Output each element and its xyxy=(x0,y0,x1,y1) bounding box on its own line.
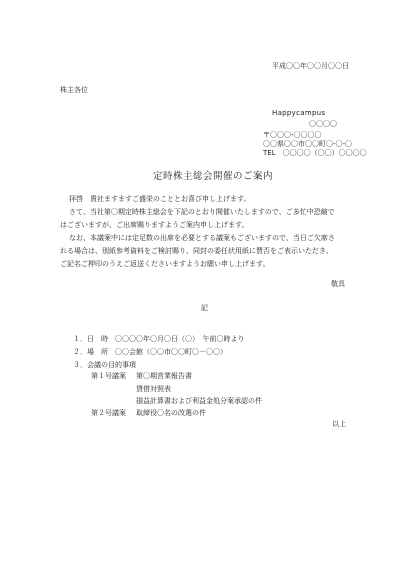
body-line-5: れる場合は、別紙参考資料をご検討賜り、同封の委任状用紙に賛否をご表示いただき、 xyxy=(60,247,333,255)
item-date: １．日 時 〇〇〇〇年〇月〇日（〇） 午前〇時より xyxy=(73,335,245,343)
sender-tel: TEL 〇〇〇〇（〇〇）〇〇〇〇 xyxy=(263,149,367,157)
agenda-1-line-2: 貸借対照表 xyxy=(136,385,171,393)
company-name: Happycampus xyxy=(272,109,326,117)
closing-keigu: 敬具 xyxy=(331,280,345,288)
addressee: 株主各位 xyxy=(60,86,88,94)
item-place: ２．場 所 〇〇会館（〇〇市〇〇町〇－〇〇） xyxy=(73,348,227,356)
sender-postal: 〒〇〇〇-〇〇〇〇 xyxy=(263,131,322,139)
representative: 〇〇〇〇 xyxy=(309,120,337,128)
item-purpose: ３．会議の目的事項 xyxy=(73,361,136,369)
end-ijou: 以上 xyxy=(332,420,346,428)
body-line-6: ご記名ご押印のうえご返送くださいますようお願い申し上げます。 xyxy=(60,260,270,268)
ki-heading: 記 xyxy=(201,304,208,312)
document-title: 定時株主総会開催のご案内 xyxy=(153,171,274,182)
agenda-1-line-3: 損益計算書および利益金処分案承認の件 xyxy=(136,397,262,405)
document-date: 平成〇〇年〇〇月〇〇日 xyxy=(272,62,349,70)
agenda-1-label: 第１号議案 xyxy=(91,372,126,380)
agenda-2-line: 取締役〇名の改選の件 xyxy=(136,409,206,417)
body-line-1: 拝啓 貴社ますますご盛栄のこととお喜び申し上げます。 xyxy=(69,195,251,203)
body-line-3: はございますが、ご出席賜りますようご案内申し上げます。 xyxy=(60,221,249,229)
body-line-2: さて、当社第〇期定時株主総会を下記のとおり開催いたしますので、ご多忙中恐縮で xyxy=(69,208,335,216)
sender-address: 〇〇県〇〇市〇〇町〇-〇-〇 xyxy=(263,140,353,148)
body-line-4: なお、本議案中には定足数の出席を必要とする議案もございますので、当日ご欠席さ xyxy=(69,234,335,242)
agenda-2-label: 第２号議案 xyxy=(91,409,126,417)
agenda-1-line-1: 第〇期営業報告書 xyxy=(136,372,192,380)
